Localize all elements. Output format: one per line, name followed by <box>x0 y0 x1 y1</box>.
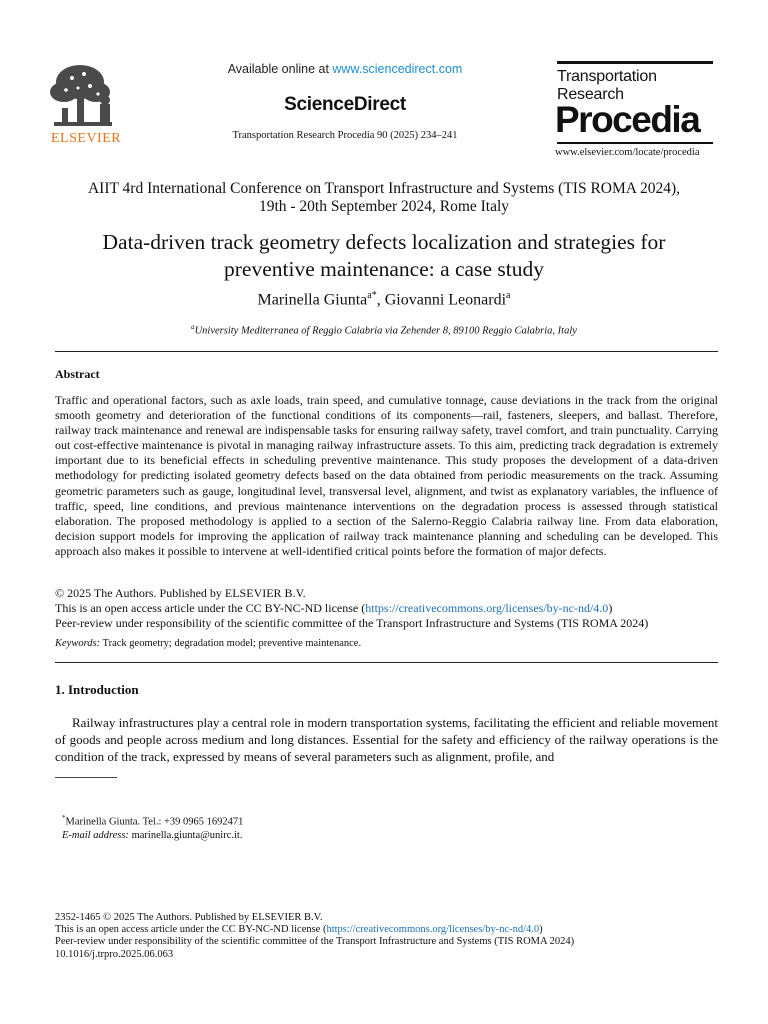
abstract-top-rule <box>55 351 718 352</box>
journal-logo-bottom-rule <box>557 142 713 144</box>
copyright-block <box>55 586 718 631</box>
journal-url[interactable]: www.elsevier.com/locate/procedia <box>555 147 700 158</box>
author-list: Marinella Giunta$^{a*}$, Giovanni Leonardi$^a$ <box>257 290 511 309</box>
license-link[interactable]: https://creativecommons.org/licenses/by-nc-nd/4.0 <box>365 601 609 615</box>
footer-license-line: This is an open access article under the CC BY-NC-ND license (https://creativecommons.org/licenses/by-nc-nd/4.0) <box>55 924 543 936</box>
abstract-body: Traffic and operational factors, such as axle loads, train speed, and cumulative tonnage, cause deviations in the track from the original smooth geometry and deterioration of the functional conditions of its components—rail, fasteners, sleepers, and ballast. Therefore, railway track maintenance and renewal are indispensable tasks for ensuring railway safety, travel comfort, and train punctuality. Carrying out cost-effective maintenance is pivotal in managing railway infrastructure assets. To this aim, predicting track degradation is extremely important due to its beneficial effects in scheduling preventive maintenance. This study proposes the development of a data-driven methodology for predicting isolated geometry defects based on the data obtained from periodic measurements on the track. Assuming geometric parameters such as gauge, longitudinal level, transversal level, alignment, and twist as explanatory variables, the influence of traffic, speed, line conditions, and previous maintenance interventions on the degradation process is assessed through statistical elaboration. The proposed methodology is applied to a section of the Salerno-Reggio Calabria railway line. From data elaboration, decision support models for improving the application of railway track maintenance planning and scheduling can be developed. This approach also makes it possible to intervene at well-identified critical points before the formation of major defects. <box>55 393 718 558</box>
footer-issn-line: 2352-1465 © 2025 The Authors. Published by ELSEVIER B.V. <box>55 912 323 923</box>
affiliation: $^a$University Mediterranea of Reggio Calabria via Zehender 8, 89100 Reggio Calabria, Italy <box>191 323 577 337</box>
email-note: E-mail address: marinella.giunta@unirc.it. <box>62 830 243 841</box>
corresponding-author-note: *Marinella Giunta. Tel.: +39 0965 1692471 <box>62 814 244 828</box>
introduction-paragraph: Railway infrastructures play a central role in modern transportation systems, facilitating the efficient and reliable movement of goods and people across medium and long distances. Essential for the safety and efficiency of the railway operations is the condition of the track, expressed by means of several parameters such as alignment, profile, and <box>55 715 718 765</box>
journal-citation: Transportation Research Procedia 90 (2025) 234–241 <box>232 130 458 141</box>
article-title: Data-driven track geometry defects localization and strategies for preventive maintenance: a case study <box>102 230 666 281</box>
keywords: Keywords: Track geometry; degradation model; preventive maintenance. <box>55 638 362 649</box>
available-online: Available online at www.sciencedirect.com <box>227 62 463 76</box>
journal-logo-top-rule <box>557 61 713 64</box>
journal-logo-line2: Research <box>557 86 624 103</box>
author-1: Marinella Giunta <box>257 291 368 309</box>
footer-peer-review-line: Peer-review under responsibility of the scientific committee of the Transport Infrastructure and Systems (TIS ROMA 2024) <box>55 936 575 948</box>
conference-info: AIIT 4rd International Conference on Transport Infrastructure and Systems (TIS ROMA 2024), 19th - 20th September 2024, Rome Italy <box>87 180 681 215</box>
peer-review-line: Peer-review under responsibility of the scientific committee of the Transport Infrastructure and Systems (TIS ROMA 2024) <box>55 616 649 630</box>
author-2: Giovanni Leonardi <box>384 291 507 309</box>
footnote-rule <box>55 777 117 778</box>
footer-license-link[interactable]: https://creativecommons.org/licenses/by-nc-nd/4.0 <box>326 924 540 936</box>
sciencedirect-link[interactable]: www.sciencedirect.com <box>332 62 463 76</box>
license-line: This is an open access article under the CC BY-NC-ND license (https://creativecommons.org/licenses/by-nc-nd/4.0) <box>55 601 613 615</box>
copyright-line: © 2025 The Authors. Published by ELSEVIER B.V. <box>55 586 306 600</box>
journal-logo-procedia: Procedia <box>555 99 700 140</box>
email-address[interactable]: marinella.giunta@unirc.it. <box>128 830 243 841</box>
sciencedirect-brand: ScienceDirect <box>284 94 406 115</box>
abstract-bottom-rule <box>55 662 718 663</box>
journal-logo-line1: Transportation <box>557 68 657 85</box>
footer-doi[interactable]: 10.1016/j.trpro.2025.06.063 <box>55 948 174 960</box>
section-heading-introduction: 1. Introduction <box>55 682 139 697</box>
page-footer <box>55 912 574 961</box>
elsevier-wordmark: ELSEVIER <box>51 131 122 146</box>
abstract-heading: Abstract <box>55 367 100 381</box>
